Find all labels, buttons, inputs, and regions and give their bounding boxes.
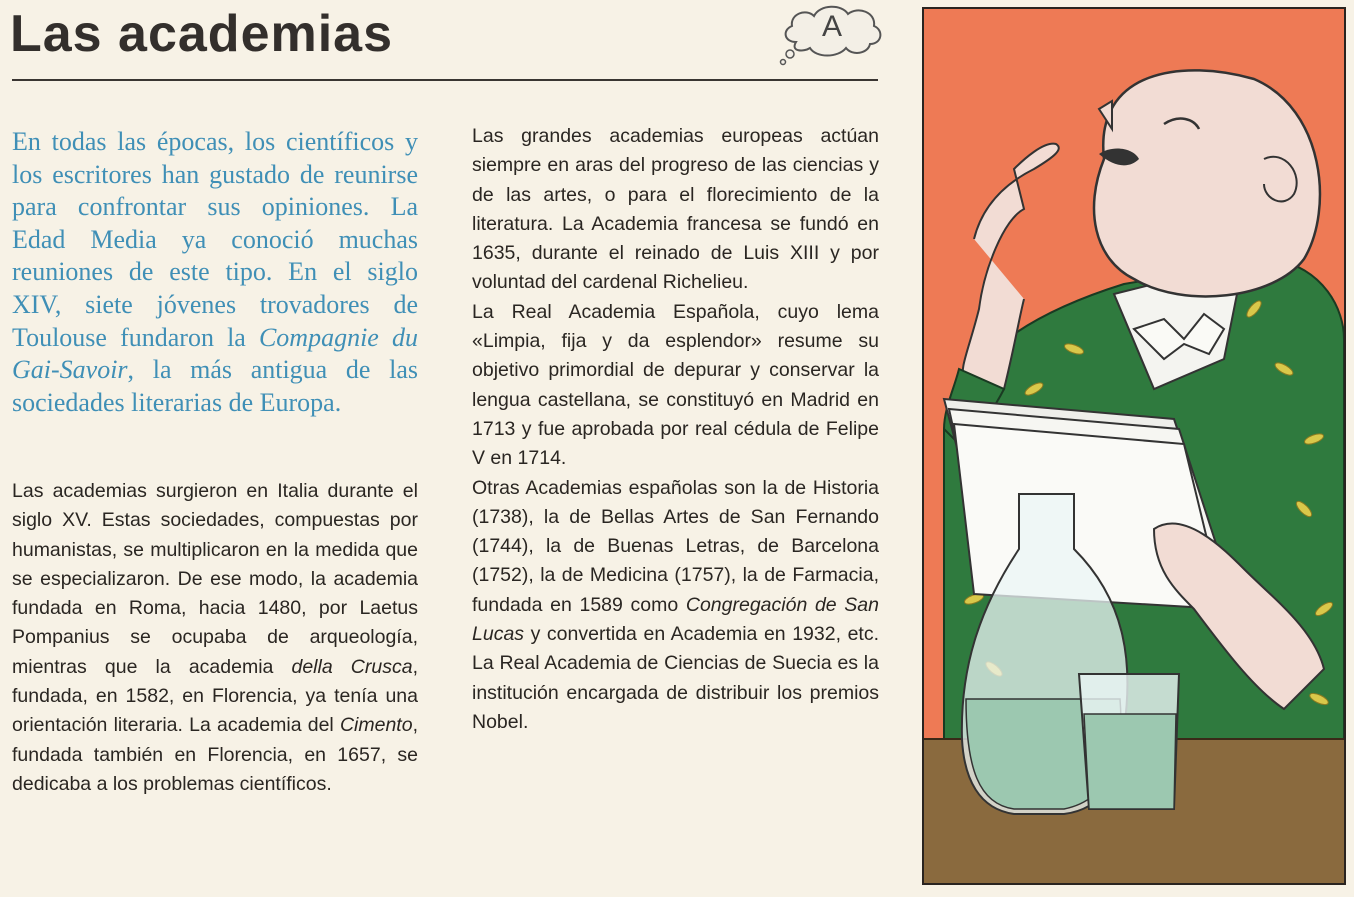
column1-cimento: Cimento <box>339 714 413 737</box>
column2-text-3b: y convertida en Academia en 1932, etc. La Real Academia de Ciencias de Suecia es la institución encargada de distribuir los premios Nobel. <box>472 623 879 733</box>
column2-paragraph-3 <box>472 474 879 738</box>
column1-text-1: Las academias surgieron en Italia durante el siglo XV. Estas sociedades, compuestas por humanistas, se multiplicaron en la medida que se especializaron. De ese modo, la academia fundada en Roma, hacia 1480, por Laetus Pompanius se ocupaba de arqueología, mientras que la academia <box>12 480 418 678</box>
lede-text-1: En todas las épocas, los científicos y los escritores han gustado de reunirse para confrontar sus opiniones. La Edad Media ya conoció muchas reuniones de este tipo. En el siglo XIV, siete jóvenes trovadores de Toulouse fundaron la <box>12 127 418 352</box>
column1-text-3: , fundada también en Florencia, en 1657, se dedicaba a los problemas científicos. <box>12 714 418 795</box>
column2-paragraph-1: Las grandes academias europeas actúan siempre en aras del progreso de las ciencias y de las artes, o para el florecimiento de la literatura. La Academia francesa se fundó en 1635, durante el reinado de Luis XIII y por voluntad del cardenal Richelieu. <box>472 125 879 294</box>
page-title: Las academias <box>10 5 394 63</box>
title-rule <box>12 79 878 81</box>
column2-text-3a: Otras Academias españolas son la de Historia (1738), la de Bellas Artes de San Fernando (1744), la de Buenas Letras, de Barcelona (1752), la de Medicina (1757), la de Farmacia, fundada en 1589 como <box>472 476 879 616</box>
lede-paragraph <box>12 126 418 419</box>
column1-della-crusca: della Crusca <box>291 655 413 678</box>
academician-drawing <box>924 9 1344 883</box>
lede-text-2: , la más antigua de las sociedades literarias de Europa. <box>12 355 418 417</box>
lede-society-name: Compagnie du Gai-Savoir <box>12 322 418 385</box>
column1-paragraph <box>12 477 418 799</box>
academician-illustration <box>922 7 1346 885</box>
column2-paragraph-2: La Real Academia Española, cuyo lema «Limpia, fija y da esplendor» resume su objetivo primordial de depurar y conservar la lengua castellana, se constituyó en Madrid en 1713 y fue aprobada por real cédula de Felipe V en 1714. <box>472 300 879 470</box>
column2-congregacion: Congregación de San Lucas <box>472 593 879 646</box>
column2 <box>472 122 879 737</box>
section-badge <box>776 2 888 66</box>
badge-letter: A <box>821 10 842 43</box>
column1-text-2: , fundada, en 1582, en Florencia, ya tenía una orientación literaria. La academia del <box>12 655 418 737</box>
